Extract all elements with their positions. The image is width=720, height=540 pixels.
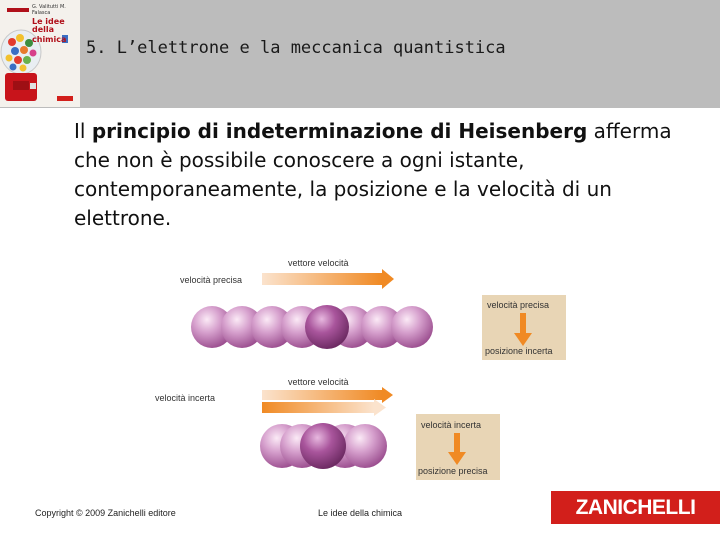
book-cover-publisher-mark — [57, 96, 73, 101]
bottom-result-box — [416, 414, 500, 480]
top-box-top-label: velocità precisa — [487, 300, 550, 310]
bottom-vector-label: vettore velocità — [288, 377, 349, 387]
body-rest: afferma che non è possibile conoscere a ogni istante, contemporaneamente, la posizione e la velocità di un elettrone. — [74, 119, 672, 230]
book-cover-image — [0, 0, 80, 107]
book-cover-title: G. Valitutti M. Falasca Le idee della chimica — [32, 4, 67, 44]
bottom-box-bottom-label: posizione precisa — [418, 466, 488, 476]
body-paragraph — [74, 117, 704, 233]
book-name-footer: Le idee della chimica — [318, 508, 403, 518]
top-electron-spheres — [191, 305, 433, 349]
top-box-bottom-label: posizione incerta — [485, 346, 553, 356]
top-vector-label: vettore velocità — [288, 258, 349, 268]
zanichelli-logo: ZANICHELLI — [551, 491, 720, 524]
bottom-electron-spheres — [260, 423, 387, 469]
top-result-box — [482, 295, 566, 360]
top-velocity-arrow — [262, 269, 394, 289]
bottom-velocity-arrows — [262, 387, 393, 416]
top-speed-label: velocità precisa — [180, 275, 243, 285]
slide-header — [0, 0, 720, 108]
slide-title: 5. L’elettrone e la meccanica quantistica — [86, 38, 506, 58]
uncertainty-diagram — [150, 250, 570, 482]
body-intro: Il — [74, 119, 92, 143]
bottom-speed-label: velocità incerta — [155, 393, 216, 403]
heisenberg-principle-term: principio di indeterminazione di Heisenberg — [91, 119, 588, 143]
bottom-box-top-label: velocità incerta — [421, 420, 482, 430]
copyright-text: Copyright © 2009 Zanichelli editore — [35, 508, 176, 518]
